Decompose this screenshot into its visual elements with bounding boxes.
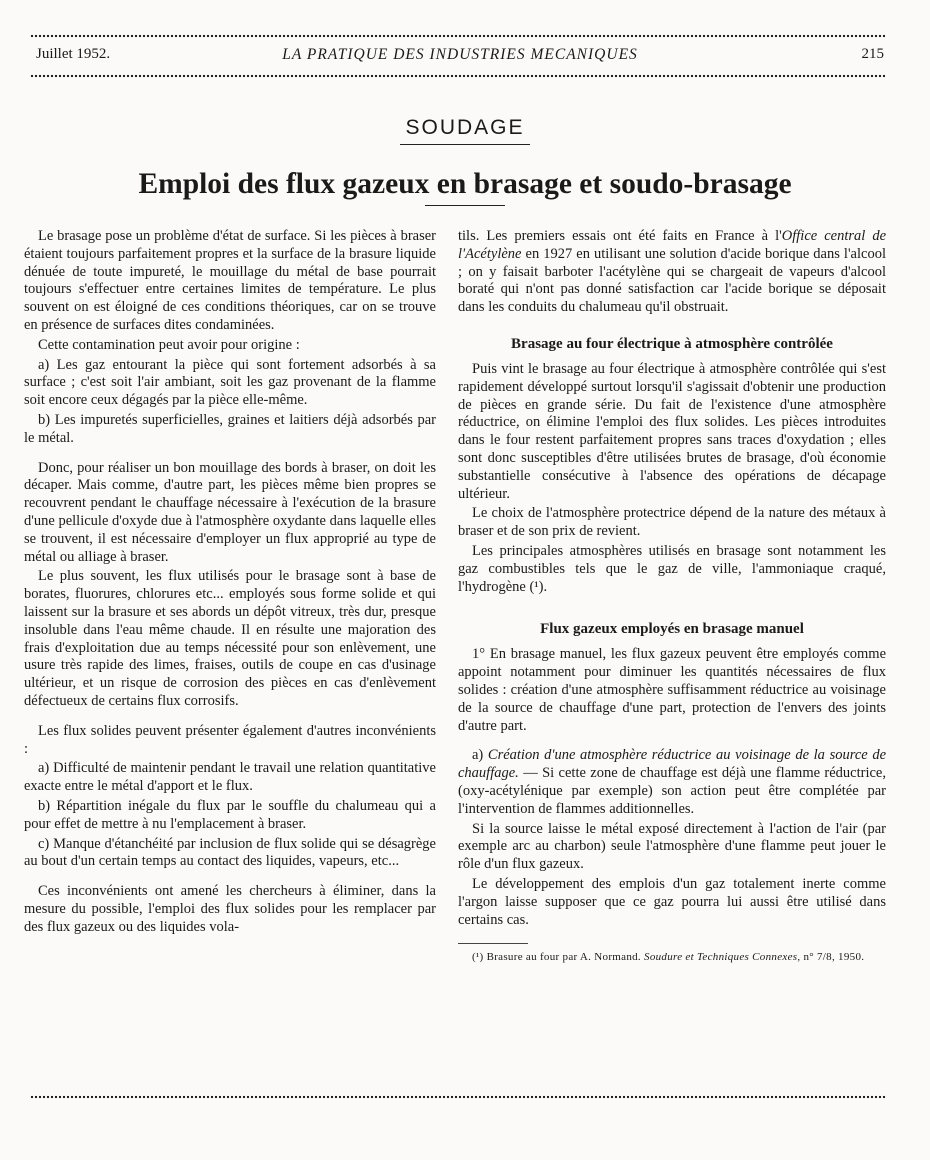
header-dotted-rule	[30, 74, 886, 78]
italic-run: Création d'une atmosphère réductrice au voisinage de la source de chauffage.	[458, 747, 887, 782]
paragraph: Le développement des emplois d'un gaz totalement inerte comme l'argon laisse supposer que ce gaz pourra lui aussi être utilisé dans certains cas.	[458, 875, 886, 928]
article-title	[0, 168, 930, 206]
subheading: Flux gazeux employés en brasage manuel	[540, 621, 804, 638]
text-run: (¹) Brasure au four par A. Normand.	[472, 951, 645, 964]
paragraph: c) Manque d'étanchéité par inclusion de flux solide qui se désagrège au bout d'un certain temps au contact des liquides, vapeurs, etc...	[24, 835, 436, 870]
text-run: tils. Les premiers essais ont été faits en France à l'	[458, 228, 782, 244]
paragraph: a) Les gaz entourant la pièce qui sont fortement adsorbés à sa surface ; c'est soit l'air ambiant, soit les gaz provenant de la flamme soit encore ceux dégagés par la pièce elle-même.	[24, 356, 436, 409]
text-run: en 1927 en utilisant une solution d'acide borique dans l'alcool ; on y faisait barboter l'acétylène qui se chargeait de vapeurs d'alcool boraté qui n'ont pas donné satisfaction car l'acide borique se déposait dans les conduits du chalumeau qu'il obstruait.	[458, 245, 886, 316]
paragraph: Ces inconvénients ont amené les chercheurs à éliminer, dans la mesure du possible, l'emploi des flux solides pour les remplacer par des flux gazeux ou des liquides vola-	[24, 883, 436, 935]
paragraph	[458, 747, 886, 818]
paragraph: Si la source laisse le métal exposé directement à l'action de l'air (par exemple arc au charbon) seule l'atmosphère d'une flamme peut jouer le rôle d'un flux gazeux.	[458, 820, 886, 873]
text-run: — Si cette zone de chauffage est déjà une flamme réductrice, (oxy-acétylénique par exemple) son action peut être complétée par l'intervention de flammes additionnelles.	[458, 765, 886, 817]
paragraph: Les flux solides peuvent présenter également d'autres inconvénients :	[24, 722, 436, 757]
italic-run: Soudure et Techniques Connexes	[644, 951, 798, 964]
title-underline	[425, 205, 505, 206]
paragraph: b) Les impuretés superficielles, graines et laitiers déjà adsorbés par le métal.	[24, 411, 436, 446]
journal-title: LA PRATIQUE DES INDUSTRIES MECANIQUES	[282, 46, 638, 63]
paragraph: Le choix de l'atmosphère protectrice dépend de la nature des métaux à braser et de son prix de revient.	[458, 505, 886, 540]
paragraph: Le plus souvent, les flux utilisés pour le brasage sont à base de borates, fluorures, chlorures etc... employés sous forme solide et qui laissent sur la brasure et ses abords un dépôt vitreux, très dur, presque insoluble dans l'eau même chaude. Il en résulte une majoration des frais d'exploitation due au temps nécessité pour son enlèvement, une usure très rapide des limes, fraises, outils de coupe en cas d'usinage ultérieur, et un risque de corrosion des pièces en cas d'enlèvement défectueux de certains flux corrosifs.	[24, 568, 436, 709]
paragraph: 1° En brasage manuel, les flux gazeux peuvent être employés comme appoint notamment pour diminuer les quantités nécessaires de flux solides : création d'une atmosphère suffisamment réductrice au voisinage de la source de chauffage d'une part, protection de l'envers des joints d'autre part.	[458, 646, 886, 734]
paragraph: Les principales atmosphères utilisés en brasage sont notamment les gaz combustibles tels que le gaz de ville, l'ammoniaque craqué, l'hydrogène (¹).	[458, 542, 886, 595]
section-label: SOUDAGE	[405, 116, 525, 139]
left-column	[24, 228, 436, 938]
subheading: Brasage au four électrique à atmosphère contrôlée	[511, 335, 833, 352]
paragraph: Le brasage pose un problème d'état de surface. Si les pièces à braser étaient toujours parfaitement propres et la surface de la brasure liquide dénuée de toute impureté, le mouillage du métal de base pourrait toujours s'effectuer entre certaines limites de température. Le plus souvent on est éloigné de ces conditions théoriques, car on se trouve en présence de surfaces dites condaminées.	[24, 228, 436, 333]
paragraph: Cette contamination peut avoir pour origine :	[38, 336, 300, 353]
issue-date: Juillet 1952.	[36, 46, 111, 62]
italic-run: Office central de l'Acétylène	[458, 228, 887, 262]
right-column	[458, 228, 886, 966]
section-heading	[0, 116, 930, 145]
paragraph: Puis vint le brasage au four électrique à atmosphère contrôlée qui s'est rapidement développé surtout lorsqu'il s'agissait d'obtenir une production de pièces en grande série. Du fait de l'existence d'une atmosphère réductrice, on élimine l'emploi des flux solides. Les pièces introduites dans le four restent parfaitement propres sans traces d'oxydation ; elles sont donc susceptibles d'être utilisées brutes de brasage, d'où économie substantielle consécutive à l'absence des opérations de décapage ultérieur.	[458, 360, 886, 502]
footnote-rule	[458, 943, 528, 944]
paragraph: a) Difficulté de maintenir pendant le travail une relation quantitative exacte entre le métal d'apport et le flux.	[24, 760, 436, 795]
running-header	[36, 46, 884, 68]
footnote	[458, 950, 886, 964]
article-title-text: Emploi des flux gazeux en brasage et soudo-brasage	[138, 168, 792, 200]
paragraph: Donc, pour réaliser un bon mouillage des bords à braser, on doit les décaper. Mais comme, d'autre part, les pièces même bien propres se recouvrent pendant le chauffage nécessaire à l'exécution de la brasure d'une pellicule d'oxyde due à l'atmosphère oxydante dans laquelle elles se trouvent, il est nécessaire d'employer un flux approprié au type de métal ou alliage à braser.	[24, 459, 436, 565]
paragraph	[458, 228, 886, 317]
text-run: , n° 7/8, 1950.	[797, 951, 865, 964]
text-run: a)	[472, 747, 488, 764]
bottom-dotted-rule	[30, 1095, 886, 1099]
paragraph: b) Répartition inégale du flux par le souffle du chalumeau qui a pour effet de mettre à nu l'emplacement à braser.	[24, 797, 436, 832]
section-underline	[400, 144, 530, 145]
page-number: 215	[861, 46, 884, 62]
top-dotted-rule	[30, 34, 886, 38]
